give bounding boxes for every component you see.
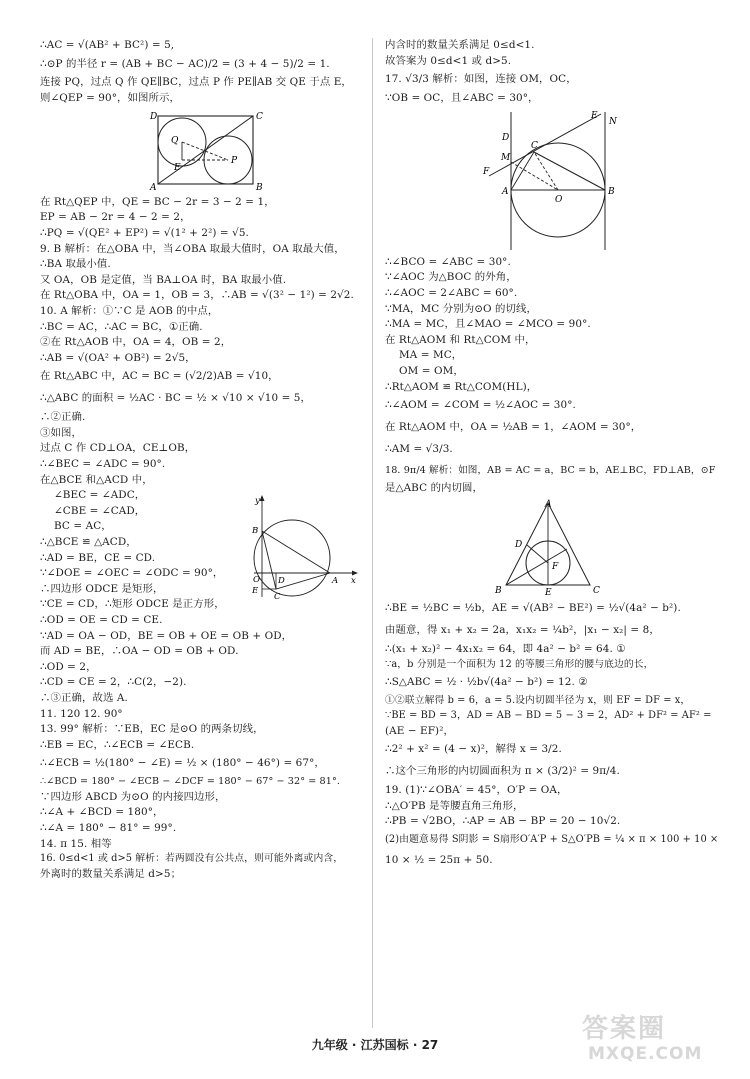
fig-label: C xyxy=(256,111,263,122)
text-line: ∵a，b 分别是一个面积为 12 的等腰三角形的腰与底边的长， xyxy=(385,658,654,670)
text-line: ∴PB = √2BO，∴AP = AB − BP = 20 − 10√2. xyxy=(385,815,621,828)
text-line: 10. A 解析：①∵C 是 AOB 的中点， xyxy=(40,304,219,317)
text-line: ∴⊙P 的半径 r = (AB + BC − AC)/2 = (3 + 4 − 5)/2 = 1. xyxy=(40,57,330,70)
text-line: ∵四边形 ABCD 为⊙O 的内接四边形， xyxy=(40,790,226,803)
fig-label: M xyxy=(501,152,511,163)
fig-label: D xyxy=(502,132,510,143)
text-line: 在 Rt△QEP 中，QE = BC − 2r = 3 − 2 = 1， xyxy=(40,195,275,208)
text-line: 故答案为 0≤d<1 或 d>5. xyxy=(385,54,512,67)
text-line: ∴(x₁ + x₂)² − 4x₁x₂ = 64，即 4a² − b² = 64. ① xyxy=(385,643,626,656)
text-line: ∴PQ = √(QE² + EP²) = √(1² + 2²) = √5. xyxy=(40,226,249,239)
fig-label: F xyxy=(483,166,490,177)
text-line: ∵OB = OC，且∠ABC = 30°， xyxy=(385,92,539,105)
text-line: ∴BA 取最小值. xyxy=(40,258,111,271)
right-lines-a xyxy=(385,38,720,107)
fig-label: A xyxy=(150,182,157,192)
text-line: ∵AD = OA − OD，BE = OB + OE = OB + OD， xyxy=(40,629,293,642)
coordinate-circle-figure xyxy=(252,493,362,601)
text-line: 10 × ½ = 25π + 50. xyxy=(385,854,493,867)
right-column xyxy=(385,38,720,872)
fig-label: B xyxy=(608,186,615,197)
text-line: ∴OD = OE = CD = CE. xyxy=(40,613,163,626)
text-line: (AE − EF)²， xyxy=(385,724,454,737)
text-line: 由题意，得 x₁ + x₂ = 2a，x₁x₂ = ¼b²，|x₁ − x₂| = 8， xyxy=(385,624,660,637)
page-footer: 九年级 · 江苏国标 · 27 xyxy=(311,1038,439,1052)
fig-label: E xyxy=(174,162,181,173)
text-line: 在 Rt△ABC 中，AC = BC = (√2/2)AB = √10， xyxy=(40,370,279,383)
text-line: EP = AB − 2r = 4 − 2 = 2， xyxy=(40,211,191,224)
text-line: ∴CD = CE = 2，∴C(2，−2). xyxy=(40,676,187,689)
fig-label: B xyxy=(256,182,263,192)
text-line: ∴△ABC 的面积 = ½AC · BC = ½ × √10 × √10 = 5， xyxy=(40,392,311,405)
text-line: ∴OD = 2， xyxy=(40,660,97,673)
text-line: 在 Rt△OBA 中，OA = 1，OB = 3，∴AB = √(3² − 1²) = 2√2. xyxy=(40,289,354,302)
fig-label: O xyxy=(555,194,563,205)
text-line: ∴∠ECB = ½(180° − ∠E) = ½ × (180° − 46°) = 67°， xyxy=(40,757,325,770)
text-line: ∴MA = MC，且∠MAO = ∠MCO = 90°. xyxy=(385,318,591,331)
fig-label: C xyxy=(274,592,281,601)
fig-label: C xyxy=(531,140,538,151)
rectangle-two-circles-figure xyxy=(40,110,360,192)
text-line: ∴EB = EC，∴∠ECB = ∠ECB. xyxy=(40,738,195,751)
fig-label: A xyxy=(332,576,339,586)
fig-label: E xyxy=(252,586,259,596)
left-lines-a xyxy=(40,38,360,107)
fig-label: E xyxy=(545,588,552,596)
text-line: 18. 9π/4 解析：如图，AB = AC = a，BC = b，AE⊥BC，FD⊥AB，⊙F xyxy=(385,464,716,476)
text-line: ∴∠AOC = 2∠ABC = 60°. xyxy=(385,286,518,299)
fig-label: P xyxy=(231,155,238,166)
watermark-sub-text: MXQE.COM xyxy=(588,1044,703,1064)
text-line: ∴③正确，故选 A. xyxy=(40,692,128,705)
fig-label: C xyxy=(593,586,600,596)
text-line: ∴∠BEC = ∠ADC = 90°. xyxy=(40,457,166,470)
text-line: 连接 PQ，过点 Q 作 QE∥BC，过点 P 作 PE∥AB 交 QE 于点 E， xyxy=(40,76,352,89)
site-watermark xyxy=(582,1000,732,1070)
text-line: 外离时的数量关系满足 d>5； xyxy=(40,867,182,880)
left-column xyxy=(40,38,360,882)
text-line: BC = AC， xyxy=(54,520,112,533)
fig-label: D xyxy=(278,576,285,586)
text-line: ∵MA，MC 分别为⊙O 的切线， xyxy=(385,302,537,315)
text-line: ②在 Rt△AOB 中，OA = 4，OB = 2， xyxy=(40,336,232,349)
text-line: ∴②正确. xyxy=(40,411,86,424)
right-lines-b xyxy=(385,255,720,497)
text-line: 在 Rt△AOM 和 Rt△COM 中， xyxy=(385,333,536,346)
text-line: (2)由题意易得 S阴影 = S扇形O′A′P + S△O′PB = ¼ × π × 100 + 10 × xyxy=(385,833,719,845)
text-line: ∴BC = AC，∴AC = BC，①正确. xyxy=(40,320,203,333)
text-line: ∴S△ABC = ½ · ½b√(4a² − b²) = 12. ② xyxy=(385,676,588,689)
fig-label: A xyxy=(502,186,509,197)
text-line: 而 AD = BE，∴OA − OD = OB + OD. xyxy=(40,645,239,658)
text-line: ∴∠A = 180° − 81° = 99°. xyxy=(40,821,177,834)
text-line: 内含时的数量关系满足 0≤d<1. xyxy=(385,39,535,51)
text-line: 是△ABC 的内切圆， xyxy=(385,481,484,494)
text-line: ∴AC = √(AB² + BC²) = 5, xyxy=(40,39,175,51)
text-line: ∴Rt△AOM ≌ Rt△COM(HL)， xyxy=(385,380,538,393)
tangent-circle-figure xyxy=(385,110,720,252)
text-line: 在△BCE 和△ACD 中， xyxy=(40,473,153,486)
text-line: MA = MC， xyxy=(399,349,463,362)
text-line: ∴AM = √3/3. xyxy=(385,442,453,455)
fig-label: B xyxy=(495,586,502,596)
text-line: ∠CBE = ∠CAD， xyxy=(54,504,146,517)
fig-label: y xyxy=(255,496,260,506)
text-line: ∵∠AOC 为△BOC 的外角， xyxy=(385,271,517,284)
text-line: 17. √3/3 解析：如图，连接 OM，OC， xyxy=(385,73,577,86)
text-line: ∴∠AOM = ∠COM = ½∠AOC = 30°. xyxy=(385,399,576,412)
right-lines-c xyxy=(385,598,720,872)
text-line: ∴∠BCD = 180° − ∠ECB − ∠DCF = 180° − 67° − 32° = 81°. xyxy=(40,776,341,788)
fig-label: D xyxy=(515,540,523,551)
text-line: 在 Rt△AOM 中，OA = ½AB = 1，∠AOM = 30°， xyxy=(385,421,642,433)
text-line: ∴BE = ½BC = ½b，AE = √(AB² − BE²) = ½√(4a² − b²). xyxy=(385,602,681,615)
text-line: ∴∠BCO = ∠ABC = 30°. xyxy=(385,255,511,268)
text-line: 14. π 15. 相等 xyxy=(40,837,112,850)
text-line: 9. B 解析：在△OBA 中，当∠OBA 取最大值时，OA 取最大值， xyxy=(40,242,345,255)
text-line: OM = OM， xyxy=(399,364,464,377)
fig-label: A xyxy=(545,500,552,511)
fig-label: B xyxy=(252,526,259,536)
text-line: ∵CE = CD，∴矩形 ODCE 是正方形， xyxy=(40,598,225,611)
text-line: ①②联立解得 b = 6，a = 5.设内切圆半径为 x，则 EF = DF = x， xyxy=(385,695,691,707)
text-line: ③如图， xyxy=(40,426,82,439)
left-lines-b xyxy=(40,195,360,442)
fig-label: Q xyxy=(171,135,179,146)
text-line: ∴△O′PB 是等腰直角三角形， xyxy=(385,799,524,812)
text-line: ∴AD = BE，CE = CD. xyxy=(40,551,156,564)
text-line: 16. 0≤d<1 或 d>5 解析：若两圆没有公共点，则可能外离或内含， xyxy=(40,853,344,865)
column-divider xyxy=(372,38,373,1028)
text-line: 则∠QEP = 90°，如图所示， xyxy=(40,92,180,105)
text-line: 13. 99° 解析：∵EB，EC 是⊙O 的两条切线， xyxy=(40,723,264,736)
text-line: ∴∠A + ∠BCD = 180°， xyxy=(40,806,164,819)
text-line: 11. 120 12. 90° xyxy=(40,707,123,720)
fig-label: F xyxy=(552,562,559,573)
isosceles-incircle-figure xyxy=(385,499,720,595)
fig-label: O xyxy=(253,575,260,585)
text-line: 又 OA，OB 是定值，当 BA⊥OA 时，BA 取最小值. xyxy=(40,273,287,286)
fig-label: E xyxy=(591,110,598,121)
text-line: ∴这个三角形的内切圆面积为 π × (3/2)² = 9π/4. xyxy=(385,765,620,778)
text-line: ∠BEC = ∠ADC， xyxy=(54,489,146,502)
fig-label: N xyxy=(609,116,617,127)
text-line: ∴△BCE ≌ △ACD， xyxy=(40,535,137,548)
watermark-main-text: 答案圈 xyxy=(582,1014,667,1044)
fig-label: D xyxy=(150,111,158,122)
text-line: ∵∠DOE = ∠OEC = ∠ODC = 90°， xyxy=(40,567,224,580)
fig-label: x xyxy=(351,576,356,586)
text-line: ∴2² + x² = (4 − x)²，解得 x = 3/2. xyxy=(385,743,562,756)
text-line: ∴AB = √(OA² + OB²) = 2√5， xyxy=(40,351,196,364)
text-line: 19. (1)∵∠OBA′ = 45°，O′P = OA， xyxy=(385,783,568,796)
text-line: ∴四边形 ODCE 是矩形， xyxy=(40,582,164,595)
text-line: 过点 C 作 CD⊥OA，CE⊥OB， xyxy=(40,442,196,455)
text-line: ∵BE = BD = 3，AD = AB − BD = 5 − 3 = 2，AD² + DF² = AF² = xyxy=(385,709,712,721)
